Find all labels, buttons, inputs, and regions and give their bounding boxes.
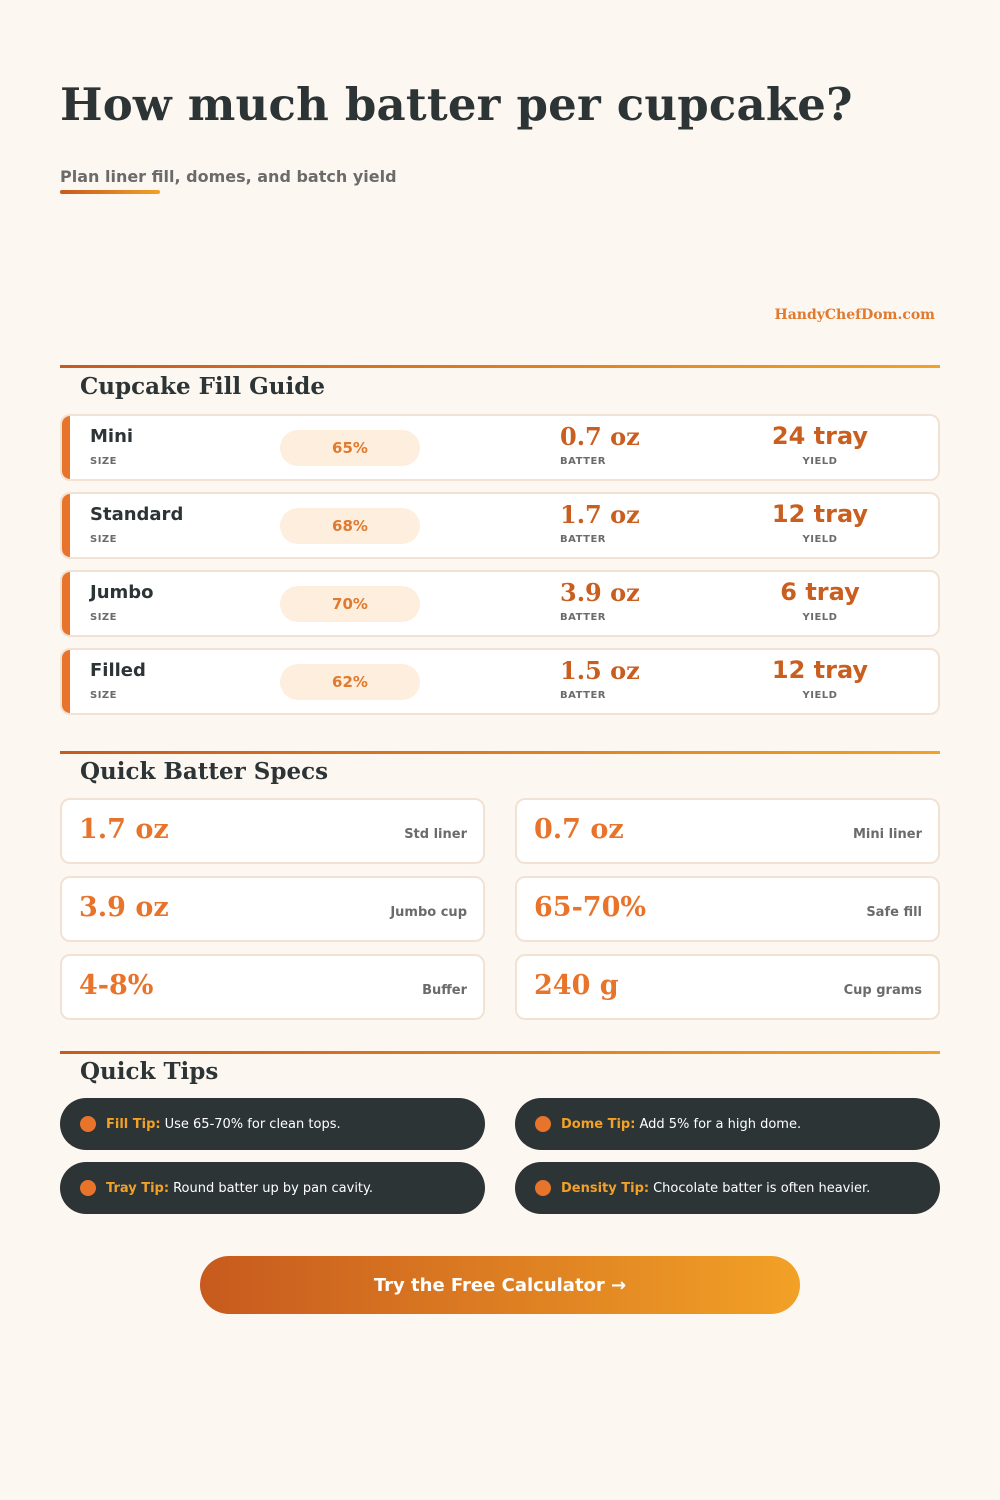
spec-value: 65-70%: [534, 892, 647, 923]
yield-label: YIELD: [802, 690, 838, 701]
fill-percent-badge: 68%: [280, 508, 420, 544]
spec-value: 3.9 oz: [79, 892, 169, 923]
tip-fill: [60, 1098, 485, 1150]
spec-card-mini-liner: [515, 798, 940, 864]
bullet-dot-icon: [535, 1180, 551, 1196]
guide-row-filled: [60, 648, 940, 715]
size-name: Jumbo: [90, 582, 154, 603]
tips-title: Quick Tips: [80, 1058, 219, 1085]
yield-value: 24 tray: [771, 422, 869, 450]
spec-value: 0.7 oz: [534, 814, 624, 845]
bullet-dot-icon: [80, 1116, 96, 1132]
fill-guide-title: Cupcake Fill Guide: [80, 373, 325, 400]
tip-text: Add 5% for a high dome.: [639, 1116, 802, 1132]
spec-value: 1.7 oz: [79, 814, 169, 845]
batter-label: BATTER: [560, 690, 606, 701]
tip-density: [515, 1162, 940, 1214]
batter-value: 0.7 oz: [560, 422, 640, 451]
page-subtitle: Plan liner fill, domes, and batch yield: [60, 167, 397, 186]
batter-label: BATTER: [560, 534, 606, 545]
spec-card-safe-fill: [515, 876, 940, 942]
tip-text: Use 65-70% for clean tops.: [164, 1116, 341, 1132]
batter-value: 1.7 oz: [560, 500, 640, 529]
yield-value: 6 tray: [780, 578, 860, 606]
fill-percent-badge: 62%: [280, 664, 420, 700]
tip-tray: [60, 1162, 485, 1214]
brand-link[interactable]: HandyChefDom.com: [774, 307, 935, 323]
spec-label: Cup grams: [843, 983, 922, 998]
spec-label: Jumbo cup: [390, 905, 467, 920]
spec-value: 4-8%: [79, 970, 154, 1001]
row-accent-bar: [62, 416, 70, 479]
size-label: SIZE: [90, 456, 118, 467]
spec-card-cup-grams: [515, 954, 940, 1020]
try-calculator-button[interactable]: Try the Free Calculator →: [200, 1256, 800, 1314]
batter-label: BATTER: [560, 456, 606, 467]
batter-value: 1.5 oz: [560, 656, 640, 685]
guide-row-jumbo: [60, 570, 940, 637]
fill-percent-badge: 65%: [280, 430, 420, 466]
spec-label: Std liner: [404, 827, 467, 842]
spec-label: Buffer: [422, 983, 467, 998]
yield-label: YIELD: [802, 534, 838, 545]
batter-label: BATTER: [560, 612, 606, 623]
size-name: Standard: [90, 504, 184, 525]
specs-title: Quick Batter Specs: [80, 758, 329, 785]
tip-title: Dome Tip:: [561, 1116, 636, 1132]
yield-value: 12 tray: [771, 500, 869, 528]
yield-value: 12 tray: [771, 656, 869, 684]
tip-dome: [515, 1098, 940, 1150]
size-label: SIZE: [90, 534, 118, 545]
tip-title: Fill Tip:: [106, 1116, 161, 1132]
fill-percent-badge: 70%: [280, 586, 420, 622]
bullet-dot-icon: [80, 1180, 96, 1196]
spec-value: 240 g: [534, 970, 619, 1001]
tip-title: Tray Tip:: [106, 1180, 170, 1196]
spec-label: Safe fill: [866, 905, 922, 920]
tip-text: Chocolate batter is often heavier.: [653, 1180, 871, 1196]
size-label: SIZE: [90, 690, 118, 701]
guide-row-mini: [60, 414, 940, 481]
tip-text: Round batter up by pan cavity.: [173, 1180, 373, 1196]
yield-label: YIELD: [802, 456, 838, 467]
size-name: Filled: [90, 660, 146, 681]
size-label: SIZE: [90, 612, 118, 623]
section-divider: [60, 1051, 940, 1054]
tip-title: Density Tip:: [561, 1180, 650, 1196]
spec-label: Mini liner: [852, 827, 922, 842]
guide-row-standard: [60, 492, 940, 559]
page-title: How much batter per cupcake?: [60, 78, 853, 131]
section-divider: [60, 751, 940, 754]
row-accent-bar: [62, 650, 70, 713]
spec-card-std-liner: [60, 798, 485, 864]
batter-value: 3.9 oz: [560, 578, 640, 607]
yield-label: YIELD: [802, 612, 838, 623]
row-accent-bar: [62, 494, 70, 557]
subtitle-underline: [60, 190, 160, 194]
spec-card-buffer: [60, 954, 485, 1020]
spec-card-jumbo-cup: [60, 876, 485, 942]
bullet-dot-icon: [535, 1116, 551, 1132]
row-accent-bar: [62, 572, 70, 635]
section-divider: [60, 365, 940, 368]
size-name: Mini: [90, 426, 134, 447]
